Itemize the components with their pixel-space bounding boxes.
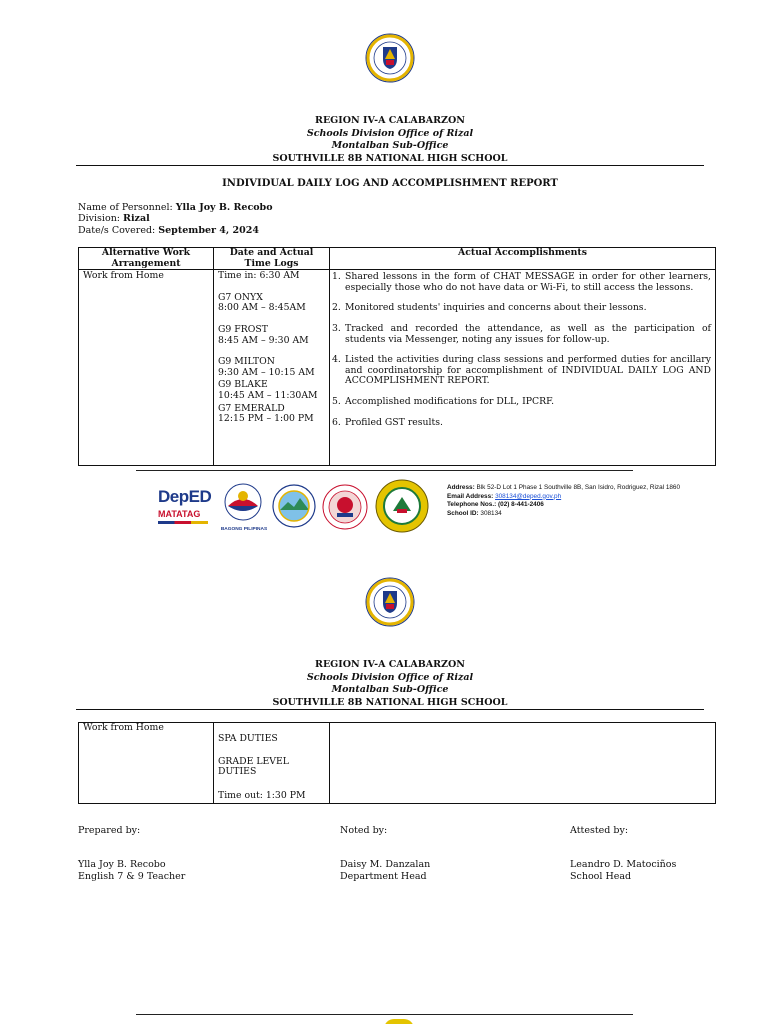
suboffice-text: Montalban Sub-Office	[331, 140, 449, 152]
log-section: G9 BLAKE	[218, 379, 268, 391]
report-meta	[78, 202, 273, 236]
prepared-by-block	[78, 825, 185, 882]
list-item: 6. Profiled GST results.	[332, 416, 443, 428]
continuation-table	[78, 722, 716, 804]
phone-label: Telephone Nos.:	[447, 501, 497, 509]
email-link[interactable]: 308134@deped.gov.ph	[495, 492, 562, 500]
empty-accomplishments-cell	[330, 723, 716, 804]
school-id-label: School ID:	[447, 510, 479, 518]
name-label: Name of Personnel:	[78, 202, 173, 213]
page1-letterhead	[0, 115, 768, 165]
header-accomplishments: Actual Accomplishments	[330, 248, 716, 270]
region-text: REGION IV-A CALABARZON	[315, 115, 465, 126]
division-text: Schools Division Office of Rizal	[306, 127, 474, 139]
signatory-role: Noted by:	[340, 825, 388, 836]
signatory-role: Attested by:	[570, 825, 629, 836]
division-label: Division:	[78, 213, 121, 225]
time-out: Time out: 1:30 PM	[218, 789, 306, 801]
time-in: Time in: 6:30 AM	[218, 270, 300, 282]
duty-item: SPA DUTIES	[218, 733, 278, 744]
arrangement-cell: Work from Home	[79, 723, 214, 804]
duty-item: GRADE LEVEL DUTIES	[218, 755, 289, 778]
school-seal-partial	[384, 1019, 414, 1024]
name-value: Ylla Joy B. Recobo	[175, 202, 273, 213]
school-name: SOUTHVILLE 8B NATIONAL HIGH SCHOOL	[272, 696, 508, 708]
accomplishments-cell	[330, 270, 716, 466]
signatory-name: Ylla Joy B. Recobo	[78, 859, 166, 871]
signatory-name: Daisy M. Danzalan	[340, 859, 431, 871]
list-item: 2. Monitored students' inquiries and concerns about their lessons.	[332, 302, 647, 314]
header-divider	[76, 165, 704, 166]
log-section: G9 FROST	[218, 323, 268, 335]
region-text: REGION IV-A CALABARZON	[315, 659, 465, 670]
school-contact-info	[447, 484, 680, 519]
school-seal	[375, 479, 429, 533]
log-section: G7 ONYX	[218, 291, 263, 303]
division-office-seal	[272, 484, 316, 528]
list-item: 3. Tracked and recorded the attendance, as well as the participation of students via Messenger, noting any issues for follow-up.	[332, 322, 711, 345]
dates-label: Date/s Covered:	[78, 224, 156, 236]
log-time: 8:45 AM – 9:30 AM	[218, 334, 309, 346]
division-text: Schools Division Office of Rizal	[306, 671, 474, 683]
signatory-position: English 7 & 9 Teacher	[78, 870, 186, 882]
address-label: Address:	[447, 484, 475, 491]
page2-letterhead	[0, 659, 768, 709]
deped-seal-logo-page2	[365, 577, 415, 627]
email-label: Email Address:	[447, 492, 494, 500]
log-time: 10:45 AM – 11:30AM	[218, 389, 318, 401]
log-time: 12:15 PM – 1:00 PM	[218, 413, 314, 425]
school-id-value: 308134	[480, 510, 502, 518]
signatory-role: Prepared by:	[78, 825, 141, 836]
signatory-name: Leandro D. Matociños	[570, 859, 677, 871]
list-item: 1. Shared lessons in the form of CHAT MESSAGE in order for other learners, especially those who do not have data or Wi-Fi, to still access the lessons.	[332, 271, 711, 293]
header-divider	[76, 709, 704, 710]
log-time: 9:30 AM – 10:15 AM	[218, 366, 315, 378]
suboffice-text: Montalban Sub-Office	[331, 684, 449, 696]
deped-matatag-logo: DepED MATATAG	[158, 487, 212, 529]
address-value: Blk 52-D Lot 1 Phase 1 Southville 8B, San Isidro, Rodriguez, Rizal 1860	[476, 484, 681, 491]
duties-cell	[214, 723, 330, 804]
phone-value: (02) 8-441-2406	[498, 501, 544, 509]
noted-by-block	[340, 825, 430, 882]
log-time: 8:00 AM – 8:45AM	[218, 302, 306, 314]
sub-office-seal	[320, 483, 370, 533]
log-section: G7 EMERALD	[218, 402, 285, 414]
arrangement-cell: Work from Home	[79, 270, 214, 466]
table-row	[79, 723, 716, 804]
signatory-position: Department Head	[340, 870, 427, 882]
deped-seal-logo	[365, 33, 415, 83]
footer-divider	[136, 470, 633, 471]
list-item: 4. Listed the activities during class sessions and performed duties for ancillary and coordinatorship for accomplishment of INDIVIDUAL DAILY LOG AND ACCOMPLISHMENT REPORT.	[332, 354, 711, 387]
time-logs-cell	[214, 270, 330, 466]
header-time-logs: Date and Actual Time Logs	[214, 248, 330, 270]
report-title: INDIVIDUAL DAILY LOG AND ACCOMPLISHMENT REPORT	[222, 178, 558, 189]
list-item: 5. Accomplished modifications for DLL, IPCRF.	[332, 395, 555, 407]
header-arrangement: Alternative Work Arrangement	[79, 248, 214, 270]
footer-divider-page2	[136, 1014, 633, 1015]
table-header-row	[79, 248, 716, 270]
table-row	[79, 270, 716, 466]
accomplishment-table	[78, 247, 716, 466]
attested-by-block	[570, 825, 676, 882]
division-value: Rizal	[123, 213, 150, 225]
signatory-position: School Head	[570, 870, 632, 882]
bagong-pilipinas-logo: BAGONG PILIPINAS	[218, 482, 270, 532]
log-section: G9 MILTON	[218, 356, 275, 368]
dates-value: September 4, 2024	[158, 224, 259, 236]
school-name: SOUTHVILLE 8B NATIONAL HIGH SCHOOL	[272, 152, 508, 164]
